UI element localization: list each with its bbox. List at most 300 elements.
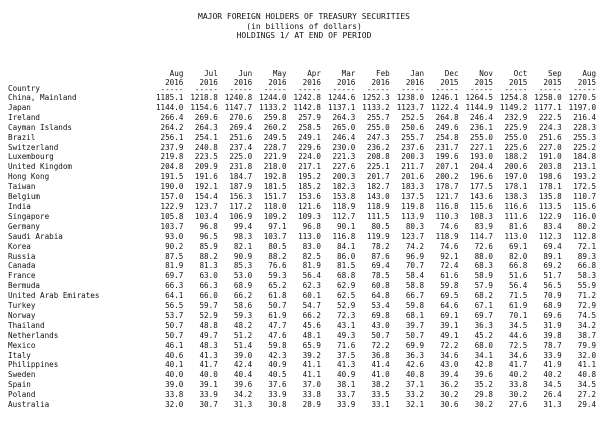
holding-value: 116.6	[504, 201, 528, 211]
table-row	[8, 133, 596, 143]
holding-value: 49.3	[337, 330, 356, 340]
period-month: Jan	[410, 69, 425, 78]
holding-value: 74.5	[577, 310, 597, 320]
holding-value: 184.8	[573, 152, 597, 162]
period-year: 2016	[337, 77, 356, 87]
holding-value: 40.5	[268, 370, 287, 380]
holding-value: 236.1	[470, 122, 493, 132]
holding-value: 66.7	[405, 291, 425, 301]
holding-value: 227.1	[470, 142, 493, 152]
holding-value: 255.3	[573, 132, 597, 142]
holding-value: 37.6	[268, 380, 287, 390]
holding-value: 42.3	[268, 350, 287, 360]
holding-value: 41.3	[199, 350, 218, 360]
holding-value: 116.8	[332, 231, 356, 241]
holding-value: 56.5	[543, 281, 562, 291]
table-row	[8, 331, 596, 341]
country-name: Mexico	[8, 340, 36, 350]
holding-value: 40.9	[337, 370, 356, 380]
holding-value: 265.0	[332, 122, 356, 132]
holding-value: 74.6	[440, 221, 459, 231]
holding-value: 34.5	[577, 380, 597, 390]
holding-value: 49.7	[199, 330, 218, 340]
holding-value: 50.7	[268, 301, 287, 311]
holding-value: 34.6	[440, 350, 459, 360]
holding-value: 34.6	[509, 350, 528, 360]
holding-value: 117.2	[229, 201, 253, 211]
holding-value: 269.6	[194, 112, 218, 122]
country-name: Hong Kong	[8, 172, 50, 182]
holding-value: 39.6	[233, 380, 253, 390]
holding-value: 43.0	[371, 320, 390, 330]
holding-value: 83.9	[474, 221, 493, 231]
table-row	[8, 242, 596, 252]
header-underline: -----	[435, 85, 459, 93]
holding-value: 72.3	[337, 310, 356, 320]
holding-value: 59.3	[268, 271, 287, 281]
holding-value: 255.0	[470, 132, 493, 142]
holding-value: 231.7	[435, 142, 459, 152]
holding-value: 37.0	[302, 380, 321, 390]
holding-value: 39.6	[474, 370, 493, 380]
table-row	[8, 113, 596, 123]
holding-value: 89.3	[577, 251, 597, 261]
holding-value: 57.9	[474, 281, 493, 291]
holding-value: 83.0	[302, 241, 321, 251]
holding-value: 187.9	[229, 182, 253, 192]
table-row	[8, 390, 596, 400]
holding-value: 1149.2	[499, 102, 528, 112]
holding-value: 255.0	[504, 132, 528, 142]
period-month: May	[272, 69, 287, 78]
country-name: Australia	[8, 400, 50, 410]
holding-value: 64.6	[440, 301, 459, 311]
header-underline: -----	[366, 85, 390, 93]
holding-value: 34.1	[474, 350, 493, 360]
table-row	[8, 321, 596, 331]
holding-value: 68.2	[474, 291, 493, 301]
holding-value: 115.6	[470, 201, 493, 211]
holding-value: 41.9	[543, 360, 562, 370]
holding-value: 60.1	[302, 291, 321, 301]
holding-value: 39.0	[233, 350, 253, 360]
table-row	[8, 400, 596, 410]
holding-value: 257.9	[298, 112, 321, 122]
holding-value: 46.1	[165, 340, 184, 350]
country-name: Thailand	[8, 320, 45, 330]
holding-value: 33.9	[268, 390, 287, 400]
holding-value: 66.8	[577, 261, 597, 271]
holding-value: 52.9	[199, 310, 218, 320]
holding-value: 221.3	[332, 152, 356, 162]
holding-value: 79.9	[577, 340, 597, 350]
holding-value: 70.7	[405, 261, 425, 271]
holding-value: 143.6	[470, 192, 493, 202]
holding-value: 38.2	[371, 380, 390, 390]
holding-value: 67.1	[474, 301, 493, 311]
holding-value: 39.1	[199, 380, 218, 390]
header-underline: -----	[538, 85, 562, 93]
holding-value: 61.8	[268, 291, 287, 301]
holding-value: 118.0	[263, 201, 287, 211]
period-column-header	[527, 67, 561, 93]
holding-value: 72.1	[577, 241, 597, 251]
holding-value: 40.8	[405, 370, 425, 380]
holding-value: 68.3	[474, 261, 493, 271]
holding-value: 33.9	[199, 390, 218, 400]
holding-value: 109.3	[298, 211, 321, 221]
holding-value: 1270.5	[568, 93, 597, 102]
holding-value: 80.3	[405, 221, 425, 231]
period-month: Aug	[582, 69, 597, 78]
country-name: Brazil	[8, 132, 36, 142]
period-year: 2015	[577, 77, 597, 87]
holding-value: 116.0	[573, 211, 597, 221]
holding-value: 143.0	[366, 192, 390, 202]
holding-value: 1185.1	[155, 93, 184, 102]
period-column-header	[562, 67, 596, 93]
holding-value: 33.9	[337, 400, 356, 410]
table-row	[8, 370, 596, 380]
holding-value: 200.6	[504, 162, 528, 172]
holding-value: 112.3	[538, 231, 562, 241]
holding-value: 44.6	[509, 330, 528, 340]
holding-value: 42.4	[233, 360, 253, 370]
holding-value: 178.1	[504, 182, 528, 192]
holding-value: 68.0	[474, 340, 493, 350]
holding-value: 1144.9	[465, 102, 493, 112]
holding-value: 92.1	[440, 251, 459, 261]
holding-value: 69.1	[509, 241, 528, 251]
holding-value: 39.7	[405, 320, 425, 330]
holding-value: 81.3	[199, 261, 218, 271]
holding-value: 225.9	[504, 122, 528, 132]
country-name: Italy	[8, 350, 31, 360]
holding-value: 70.1	[509, 310, 528, 320]
holding-value: 1252.3	[362, 93, 390, 102]
holding-value: 51.7	[543, 271, 562, 281]
holding-value: 56.4	[509, 281, 528, 291]
holding-value: 36.3	[474, 320, 493, 330]
report-header	[0, 12, 608, 41]
holding-value: 58.3	[577, 271, 597, 281]
holding-value: 48.1	[302, 330, 321, 340]
holding-value: 47.6	[268, 330, 287, 340]
holding-value: 88.2	[268, 251, 287, 261]
country-name: India	[8, 201, 31, 211]
holding-value: 237.9	[160, 142, 184, 152]
holding-value: 93.0	[165, 231, 184, 241]
period-month: Jul	[204, 69, 218, 78]
holding-value: 39.0	[165, 380, 184, 390]
holding-value: 27.2	[577, 390, 597, 400]
header-underline: -----	[194, 85, 218, 93]
table-body	[8, 93, 596, 410]
holding-value: 59.8	[440, 281, 459, 291]
holding-value: 255.7	[366, 112, 390, 122]
holding-value: 224.3	[538, 122, 562, 132]
country-name: United Arab Emirates	[8, 291, 100, 301]
holding-value: 116.8	[435, 201, 459, 211]
table-row	[8, 351, 596, 361]
period-month: Aug	[169, 69, 184, 78]
holding-value: 72.5	[509, 340, 528, 350]
holding-value: 56.4	[302, 271, 321, 281]
country-name: Switzerland	[8, 142, 59, 152]
country-name: Russia	[8, 251, 36, 261]
table-row	[8, 192, 596, 202]
holding-value: 41.0	[371, 370, 390, 380]
holding-value: 264.2	[160, 122, 184, 132]
holding-value: 59.8	[268, 340, 287, 350]
country-name: United Kingdom	[8, 162, 73, 172]
holding-value: 41.1	[302, 360, 321, 370]
holding-value: 39.8	[543, 330, 562, 340]
country-name: France	[8, 271, 36, 281]
holding-value: 108.3	[470, 211, 493, 221]
holding-value: 198.6	[538, 172, 562, 182]
holding-value: 28.9	[302, 400, 321, 410]
holding-value: 31.3	[543, 400, 562, 410]
holding-value: 34.5	[543, 380, 562, 390]
holding-value: 62.3	[302, 281, 321, 291]
holding-value: 153.6	[298, 192, 321, 202]
holding-value: 51.2	[233, 330, 253, 340]
holdings-table	[8, 67, 596, 410]
period-column-header	[493, 67, 527, 93]
holding-value: 61.6	[440, 271, 459, 281]
holding-value: 1244.6	[327, 93, 356, 102]
holding-value: 41.1	[302, 370, 321, 380]
holding-value: 1238.0	[396, 93, 425, 102]
holding-value: 81.6	[509, 221, 528, 231]
holding-value: 72.2	[440, 340, 459, 350]
holding-value: 45.6	[302, 320, 321, 330]
holding-value: 96.8	[302, 221, 321, 231]
holding-value: 85.9	[199, 241, 218, 251]
holding-value: 115.6	[573, 201, 597, 211]
holding-value: 228.7	[263, 142, 287, 152]
holding-value: 1147.7	[224, 102, 253, 112]
holding-value: 40.0	[165, 370, 184, 380]
holding-value: 191.6	[194, 172, 218, 182]
holding-value: 250.6	[401, 122, 425, 132]
holding-value: 43.0	[440, 360, 459, 370]
period-column-header	[424, 67, 458, 93]
holding-value: 231.8	[229, 162, 253, 172]
holding-value: 78.2	[371, 241, 390, 251]
holding-value: 39.2	[302, 350, 321, 360]
holding-value: 121.6	[298, 201, 321, 211]
table-row	[8, 152, 596, 162]
holding-value: 90.1	[337, 221, 356, 231]
country-name: Singapore	[8, 211, 50, 221]
period-year: 2016	[302, 77, 321, 87]
period-year: 2016	[405, 77, 425, 87]
holding-value: 224.0	[298, 152, 321, 162]
period-column-header	[390, 67, 424, 93]
holding-value: 113.0	[504, 231, 528, 241]
holding-value: 69.7	[165, 271, 184, 281]
holding-value: 96.5	[199, 231, 218, 241]
holding-value: 80.5	[268, 241, 287, 251]
holding-value: 65.2	[268, 281, 287, 291]
holding-value: 204.8	[160, 162, 184, 172]
country-name: Turkey	[8, 301, 36, 311]
holding-value: 188.2	[504, 152, 528, 162]
holding-value: 193.0	[470, 152, 493, 162]
country-name: Netherlands	[8, 330, 59, 340]
holding-value: 249.1	[298, 132, 321, 142]
holding-value: 258.5	[298, 122, 321, 132]
holding-value: 43.1	[337, 320, 356, 330]
holding-value: 264.3	[194, 122, 218, 132]
holding-value: 64.1	[165, 291, 184, 301]
holding-value: 37.5	[337, 350, 356, 360]
country-column-header: Country	[8, 83, 41, 93]
holding-value: 62.5	[337, 291, 356, 301]
holding-value: 62.9	[337, 281, 356, 291]
holding-value: 50.7	[405, 330, 425, 340]
holding-value: 264.8	[435, 112, 459, 122]
holding-value: 1264.5	[465, 93, 493, 102]
holding-value: 111.5	[366, 211, 390, 221]
period-month: Oct	[513, 69, 528, 78]
holding-value: 66.3	[165, 281, 184, 291]
holding-value: 105.8	[160, 211, 184, 221]
holding-value: 122.9	[160, 201, 184, 211]
holding-value: 47.7	[268, 320, 287, 330]
holding-value: 26.4	[543, 390, 562, 400]
holding-value: 182.3	[332, 182, 356, 192]
holding-value: 240.8	[194, 142, 218, 152]
holding-value: 1242.8	[293, 93, 321, 102]
holding-value: 118.9	[435, 231, 459, 241]
country-name: Japan	[8, 102, 31, 112]
holding-value: 31.3	[233, 400, 253, 410]
holding-value: 97.1	[268, 221, 287, 231]
table-row	[8, 232, 596, 242]
period-column-header	[252, 67, 286, 93]
holding-value: 113.9	[401, 211, 425, 221]
holding-value: 1144.0	[155, 102, 184, 112]
holding-value: 40.6	[165, 350, 184, 360]
holding-value: 89.1	[543, 251, 562, 261]
holding-value: 69.4	[543, 241, 562, 251]
holding-value: 33.5	[371, 390, 390, 400]
holding-value: 182.7	[366, 182, 390, 192]
holding-value: 41.1	[577, 360, 597, 370]
holding-value: 80.5	[371, 221, 390, 231]
holding-value: 1177.1	[534, 102, 562, 112]
holding-value: 195.2	[298, 172, 321, 182]
period-month: Dec	[444, 69, 459, 78]
holding-value: 90.9	[233, 251, 253, 261]
holding-value: 66.3	[199, 281, 218, 291]
holding-value: 1197.0	[568, 102, 597, 112]
country-name: Sweden	[8, 370, 36, 380]
holding-value: 40.8	[577, 370, 597, 380]
table-row	[8, 123, 596, 133]
holding-value: 34.5	[509, 320, 528, 330]
holding-value: 39.4	[440, 370, 459, 380]
holding-value: 96.9	[405, 251, 425, 261]
period-column-header	[218, 67, 252, 93]
period-month: Jun	[238, 69, 253, 78]
holding-value: 259.8	[263, 112, 287, 122]
holding-value: 260.2	[263, 122, 287, 132]
holding-value: 207.1	[435, 162, 459, 172]
period-column-header	[355, 67, 389, 93]
holding-value: 269.4	[229, 122, 253, 132]
holding-value: 254.1	[194, 132, 218, 142]
holding-value: 36.3	[405, 350, 425, 360]
holding-value: 87.6	[371, 251, 390, 261]
holding-value: 98.3	[233, 231, 253, 241]
holding-value: 84.1	[337, 241, 356, 251]
holding-value: 1154.6	[190, 102, 218, 112]
period-year: 2015	[543, 77, 562, 87]
holding-value: 88.0	[474, 251, 493, 261]
holding-value: 29.4	[577, 400, 597, 410]
holding-value: 42.6	[405, 360, 425, 370]
holding-value: 81.5	[337, 261, 356, 271]
holding-value: 56.5	[165, 301, 184, 311]
holding-value: 78.7	[543, 340, 562, 350]
holding-value: 222.5	[538, 112, 562, 122]
holding-value: 69.4	[371, 261, 390, 271]
holding-value: 112.8	[573, 231, 597, 241]
holding-value: 87.5	[165, 251, 184, 261]
holding-value: 200.2	[435, 172, 459, 182]
holding-value: 109.2	[263, 211, 287, 221]
holding-value: 35.2	[474, 380, 493, 390]
holding-value: 113.0	[298, 231, 321, 241]
holding-value: 213.1	[573, 162, 597, 172]
holding-value: 122.9	[538, 211, 562, 221]
holding-value: 230.0	[332, 142, 356, 152]
period-year: 2015	[509, 77, 528, 87]
holding-value: 39.1	[440, 320, 459, 330]
report-title: MAJOR FOREIGN HOLDERS OF TREASURY SECURITIES	[198, 12, 410, 21]
holding-value: 1122.4	[431, 102, 459, 112]
holding-value: 181.5	[263, 182, 287, 192]
holding-value: 51.6	[509, 271, 528, 281]
country-name: Bermuda	[8, 281, 41, 291]
holding-value: 1240.8	[224, 93, 253, 102]
period-column-header	[287, 67, 321, 93]
holding-value: 66.2	[233, 291, 253, 301]
holding-value: 178.7	[435, 182, 459, 192]
holding-value: 71.2	[577, 291, 597, 301]
holding-value: 246.4	[470, 112, 493, 122]
country-name: Norway	[8, 310, 36, 320]
table-row	[8, 281, 596, 291]
holding-value: 50.7	[165, 330, 184, 340]
country-name: Ireland	[8, 112, 41, 122]
holding-value: 264.3	[332, 112, 356, 122]
holding-value: 70.9	[543, 291, 562, 301]
holding-value: 27.6	[509, 400, 528, 410]
holding-value: 1246.1	[431, 93, 459, 102]
holding-value: 69.7	[474, 310, 493, 320]
holding-value: 1137.1	[327, 102, 356, 112]
period-month: Feb	[376, 69, 390, 78]
holding-value: 192.8	[263, 172, 287, 182]
holding-value: 69.6	[543, 310, 562, 320]
header-underline: -----	[160, 85, 184, 93]
holding-value: 53.0	[233, 271, 253, 281]
